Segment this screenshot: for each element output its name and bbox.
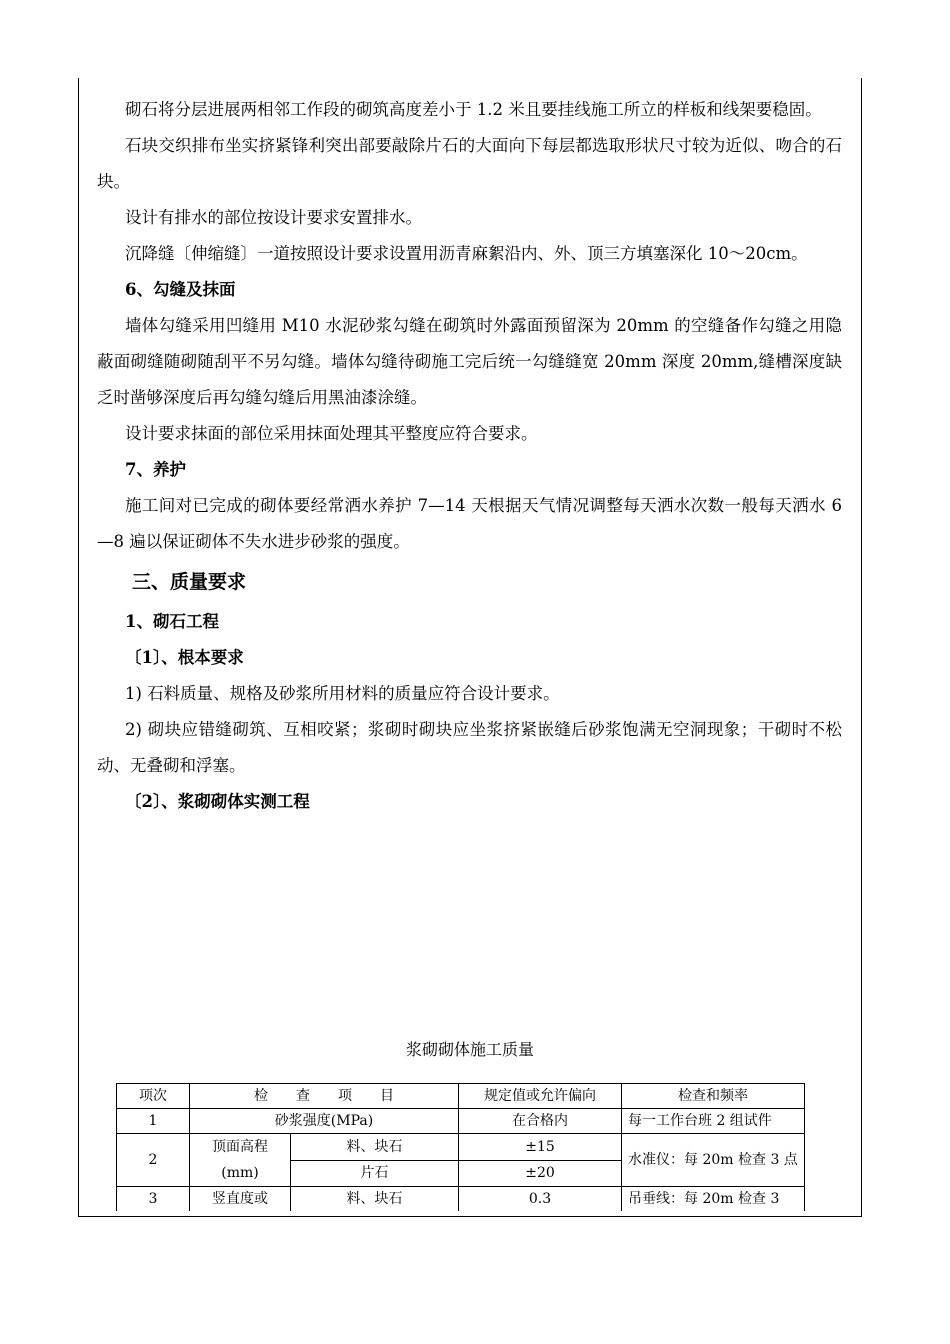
- cell-spec: ±15: [459, 1134, 622, 1161]
- table-row: [117, 1109, 805, 1134]
- header-method: 检查和频率: [622, 1084, 805, 1109]
- heading-jointing: 6、勾缝及抹面: [125, 280, 236, 299]
- requirement-item: 1) 石料质量、规格及砂浆所用材料的质量应符合设计要求。: [125, 684, 560, 703]
- cell-method: 吊垂线：每 20m 检查 3: [622, 1187, 805, 1212]
- cell-no: 3: [117, 1187, 190, 1212]
- cell-spec: 在合格内: [459, 1109, 622, 1134]
- paragraph: 施工间对已完成的砌体要经常洒水养护 7—14 天根据天气情况调整每天洒水次数一般每天洒水 6—8 遍以保证砌体不失水进步砂浆的强度。: [97, 496, 842, 551]
- cell-group: 顶面高程(mm): [190, 1134, 291, 1187]
- subheading-measured-items: 〔2〕、浆砌砌体实测工程: [125, 792, 310, 811]
- cell-item: 砂浆强度(MPa): [190, 1109, 459, 1134]
- table-caption: 浆砌砌体施工质量: [405, 1040, 534, 1059]
- table-header-row: [117, 1084, 805, 1109]
- quality-table: [116, 1083, 805, 1211]
- cell-sub: 料、块石: [291, 1134, 459, 1161]
- paragraph: 砌石将分层进展两相邻工作段的砌筑高度差小于 1.2 米且要挂线施工所立的样板和线架要稳固。: [125, 100, 822, 119]
- cell-method: 每一工作台班 2 组试件: [622, 1109, 805, 1134]
- paragraph: 沉降缝〔伸缩缝〕一道按照设计要求设置用沥青麻絮沿内、外、顶三方填塞深化 10～20cm。: [125, 244, 808, 263]
- requirement-item: 2) 砌块应错缝砌筑、互相咬紧；浆砌时砌块应坐浆挤紧嵌缝后砂浆饱满无空洞现象；干砌时不松动、无叠砌和浮塞。: [97, 720, 842, 775]
- cell-spec: 0.3: [459, 1187, 622, 1212]
- subheading-basic-requirements: 〔1〕、根本要求: [125, 648, 244, 667]
- heading-curing: 7、养护: [125, 460, 186, 479]
- paragraph: 墙体勾缝采用凹缝用 M10 水泥砂浆勾缝在砌筑时外露面预留深为 20mm 的空缝备作勾缝之用隐蔽面砌缝随砌随刮平不另勾缝。墙体勾缝待砌施工完后统一勾缝缝宽 20mm 深度 20mm,缝槽深度缺乏时凿够深度后再勾缝勾缝后用黑油漆涂缝。: [97, 316, 842, 407]
- paragraph: 石块交织排布坐实挤紧锋利突出部要敲除片石的大面向下每层都选取形状尺寸较为近似、吻合的石块。: [97, 136, 842, 191]
- cell-no: 2: [117, 1134, 190, 1187]
- header-no: 项次: [117, 1084, 190, 1109]
- cell-method: 水准仪：每 20m 检查 3 点: [622, 1134, 805, 1187]
- subheading-masonry: 1、砌石工程: [125, 612, 219, 631]
- paragraph: 设计要求抹面的部位采用抹面处理其平整度应符合要求。: [125, 424, 538, 443]
- cell-sub: 料、块石: [291, 1187, 459, 1212]
- header-spec: 规定值或允许偏向: [459, 1084, 622, 1109]
- table-row: [117, 1187, 805, 1212]
- document-body: [97, 92, 842, 820]
- header-item: 检 查 项 目: [190, 1084, 459, 1109]
- cell-spec: ±20: [459, 1160, 622, 1187]
- paragraph: 设计有排水的部位按设计要求安置排水。: [125, 208, 422, 227]
- table-row: [117, 1134, 805, 1161]
- cell-no: 1: [117, 1109, 190, 1134]
- section-heading: 三、质量要求: [132, 571, 247, 593]
- cell-group: 竖直度或: [190, 1187, 291, 1212]
- cell-sub: 片石: [291, 1160, 459, 1187]
